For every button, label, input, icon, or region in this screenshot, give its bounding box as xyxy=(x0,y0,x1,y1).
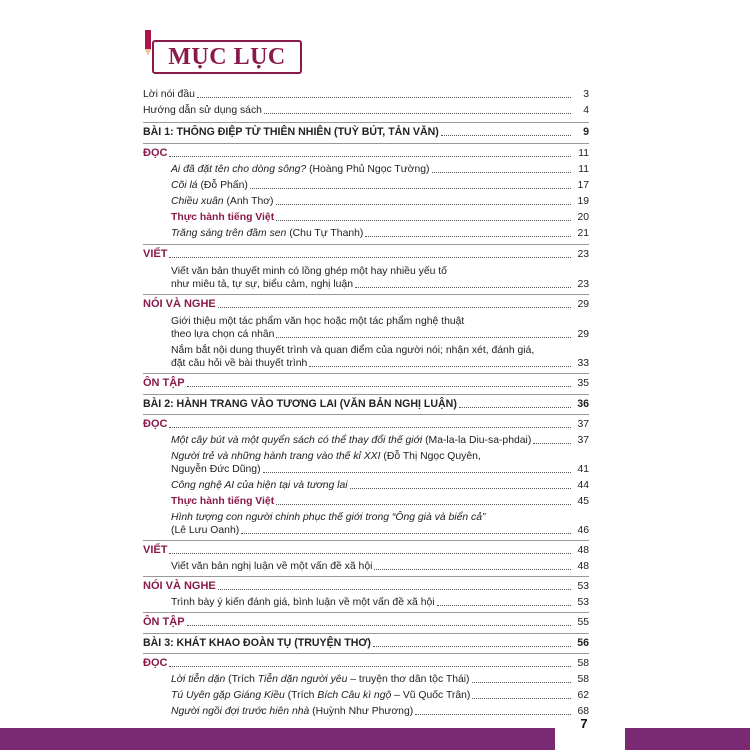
section-heading[interactable]: ÔN TẬP 35 xyxy=(143,377,589,389)
section-heading[interactable]: ĐỌC 37 xyxy=(143,418,589,430)
section-heading[interactable]: NÓI VÀ NGHE 53 xyxy=(143,580,589,592)
section-heading[interactable]: ĐỌC 11 xyxy=(143,147,589,159)
page-title: MỤC LỤC xyxy=(168,43,286,70)
toc-entry[interactable]: Công nghệ AI của hiện tại và tương lai 44 xyxy=(171,480,589,491)
section-heading[interactable]: ÔN TẬP 55 xyxy=(143,616,589,628)
toc-entry[interactable]: Thực hành tiếng Việt 20 xyxy=(171,212,589,223)
toc-entry[interactable]: Trình bày ý kiến đánh giá, bình luận về một vấn đề xã hội 53 xyxy=(171,597,589,608)
section-heading[interactable]: VIẾT 23 xyxy=(143,248,589,260)
toc-entry[interactable]: Tú Uyên gặp Giáng Kiều (Trích Bích Câu kì ngộ – Vũ Quốc Trân) 62 xyxy=(171,690,589,701)
table-of-contents xyxy=(143,88,589,718)
toc-entry[interactable]: Viết văn bản nghị luận về một vấn đề xã hội 48 xyxy=(171,561,589,572)
toc-entry[interactable]: Lời nói đầu 3 xyxy=(143,89,589,100)
footer-bar xyxy=(0,728,750,750)
toc-entry[interactable]: Người ngồi đợi trước hiên nhà (Huỳnh Như Phương) 68 xyxy=(171,706,589,717)
section-heading[interactable]: ĐỌC 58 xyxy=(143,657,589,669)
toc-entry[interactable]: Ai đã đặt tên cho dòng sông? (Hoàng Phủ Ngọc Tường) 11 xyxy=(171,164,589,175)
toc-entry-line: Hình tượng con người chinh phục thế giới trong “Ông già và biển cả” xyxy=(171,512,486,523)
toc-entry[interactable]: Nguyễn Đức Dũng) 41 xyxy=(171,464,589,475)
lesson-heading[interactable]: BÀI 3: KHÁT KHAO ĐOÀN TỤ (TRUYỆN THƠ) 56 xyxy=(143,637,589,649)
toc-entry[interactable]: như miêu tả, tự sự, biểu cảm, nghị luận 23 xyxy=(171,279,589,290)
toc-title-box xyxy=(152,40,302,74)
page-number: 7 xyxy=(580,716,588,731)
lesson-heading[interactable]: BÀI 1: THÔNG ĐIỆP TỪ THIÊN NHIÊN (TUỲ BÚT, TẢN VĂN) 9 xyxy=(143,126,589,138)
toc-entry[interactable]: Cõi lá (Đỗ Phấn) 17 xyxy=(171,180,589,191)
lesson-heading[interactable]: BÀI 2: HÀNH TRANG VÀO TƯƠNG LAI (VĂN BẢN NGHỊ LUẬN) 36 xyxy=(143,398,589,410)
toc-entry-line: Người trẻ và những hành trang vào thế kỉ XXI (Đỗ Thị Ngọc Quyên, xyxy=(171,451,481,462)
toc-entry[interactable]: (Lê Lưu Oanh) 46 xyxy=(171,525,589,536)
toc-entry-line: Nắm bắt nội dung thuyết trình và quan điểm của người nói; nhận xét, đánh giá, xyxy=(171,345,535,356)
toc-entry-line: Giới thiệu một tác phẩm văn học hoặc một tác phẩm nghệ thuật xyxy=(171,316,465,327)
toc-entry[interactable]: Một cây bút và một quyển sách có thể thay đổi thế giới (Ma-la-la Diu-sa-phdai) 37 xyxy=(171,435,589,446)
toc-entry[interactable]: theo lựa chọn cá nhân 29 xyxy=(171,329,589,340)
toc-entry[interactable]: đặt câu hỏi về bài thuyết trình 33 xyxy=(171,358,589,369)
section-heading[interactable]: VIẾT 48 xyxy=(143,544,589,556)
toc-entry[interactable]: Hướng dẫn sử dụng sách 4 xyxy=(143,105,589,116)
toc-entry[interactable]: Chiều xuân (Anh Thơ) 19 xyxy=(171,196,589,207)
toc-entry[interactable]: Lời tiễn dặn (Trích Tiễn dặn người yêu – truyện thơ dân tộc Thái) 58 xyxy=(171,674,589,685)
section-heading[interactable]: NÓI VÀ NGHE 29 xyxy=(143,298,589,310)
toc-entry[interactable]: Trăng sáng trên đầm sen (Chu Tự Thanh) 21 xyxy=(171,228,589,239)
toc-entry[interactable]: Thực hành tiếng Việt 45 xyxy=(171,496,589,507)
toc-entry-line: Viết văn bản thuyết minh có lồng ghép một hay nhiều yếu tố xyxy=(171,266,447,277)
